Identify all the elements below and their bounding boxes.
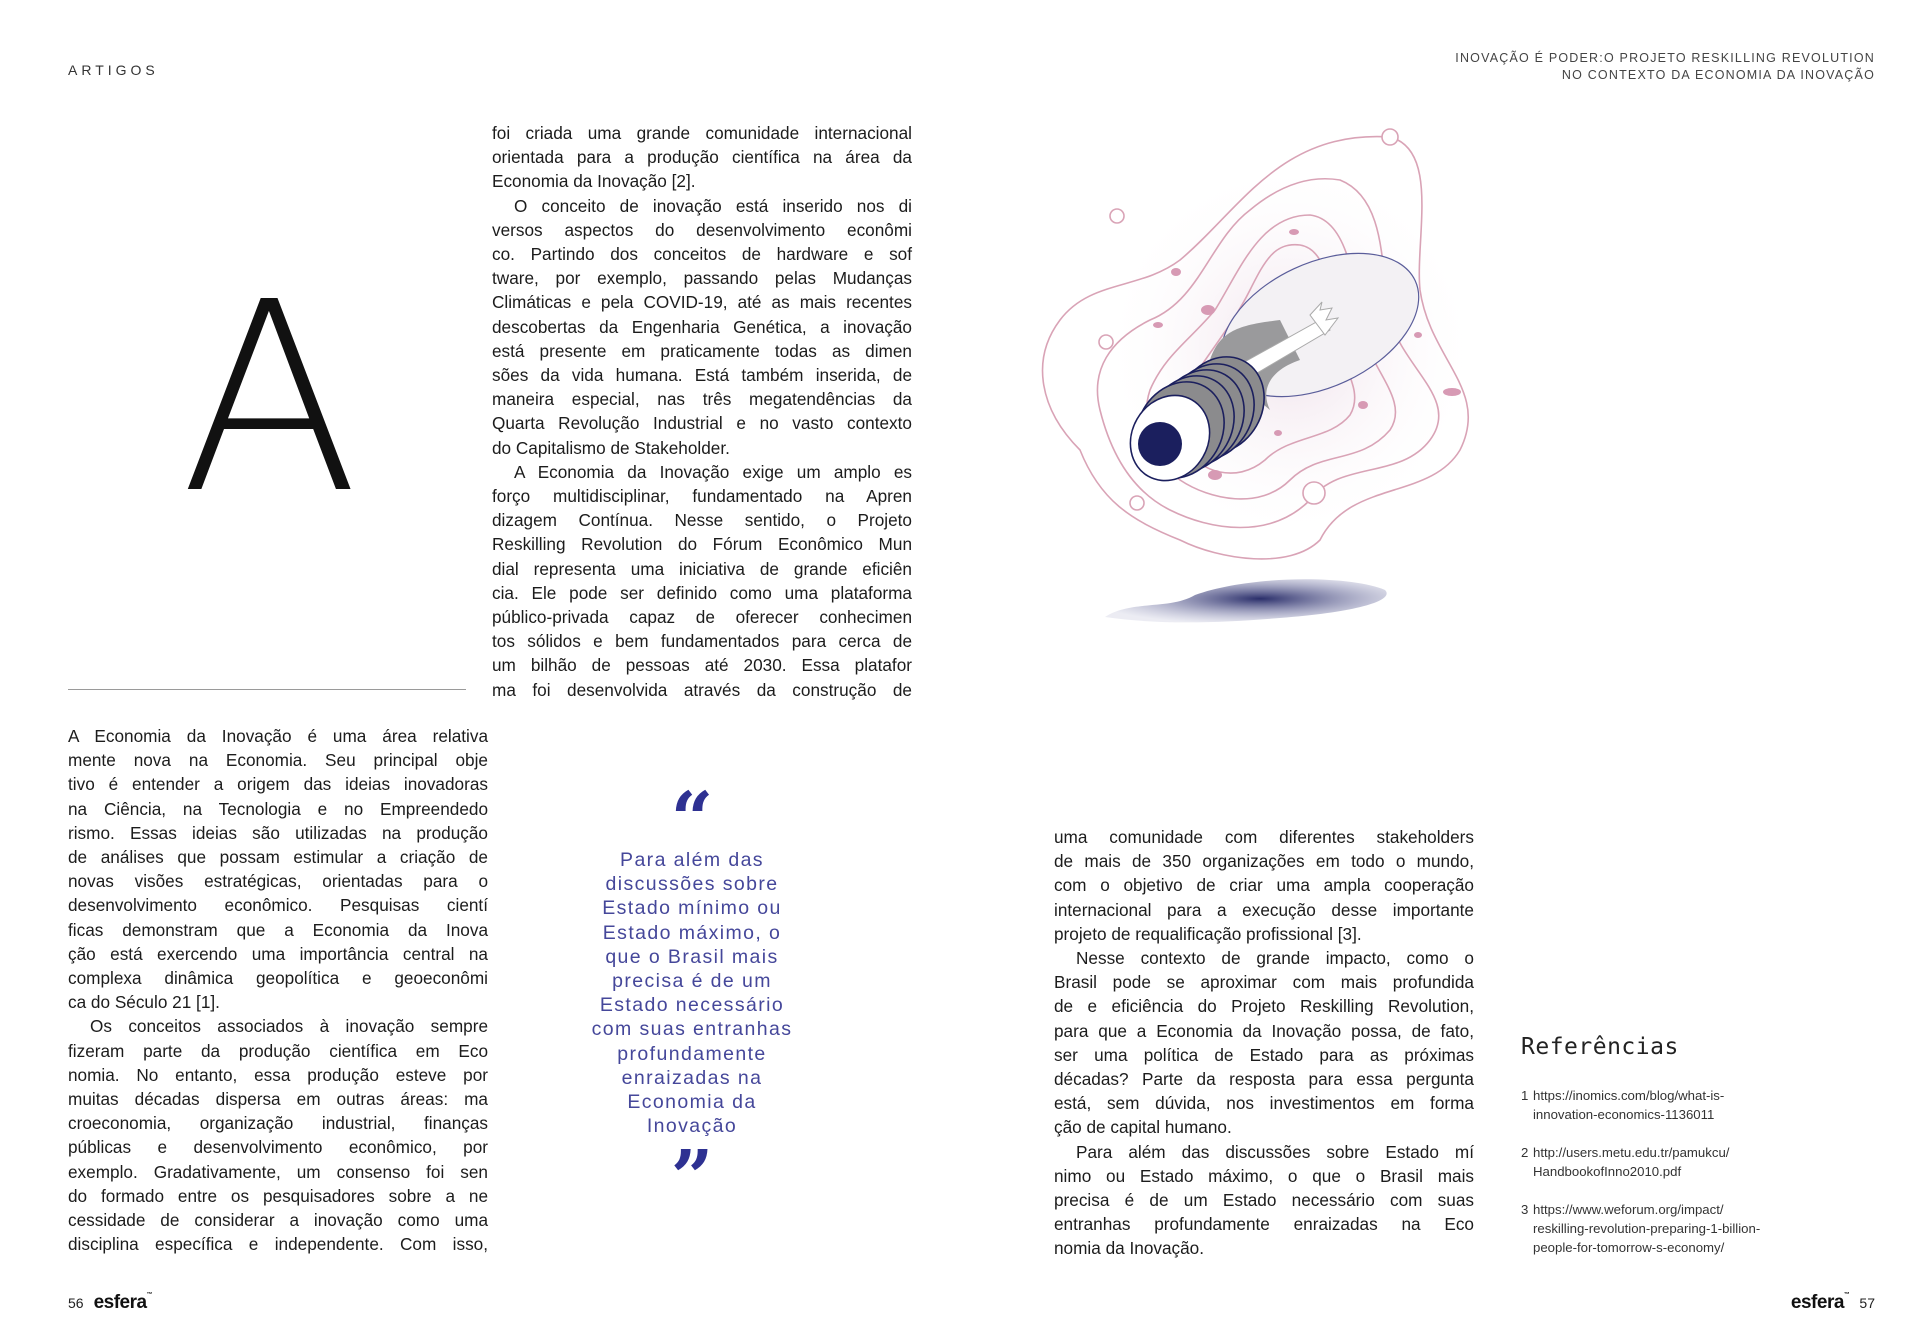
- text-line: décadas? Parte da resposta para essa pergunta: [1054, 1069, 1474, 1090]
- text-line: está, sem dúvida, nos investimentos em forma: [1054, 1093, 1474, 1114]
- pull-quote-line: discussões sobre: [605, 873, 779, 896]
- running-title-line: INOVAÇÃO É PODER:O PROJETO RESKILLING REVOLUTION: [1455, 51, 1875, 65]
- text-line: A Economia da Inovação é uma área relativa: [68, 726, 488, 746]
- text-line: uma comunidade com diferentes stakeholders: [1054, 827, 1474, 847]
- text-line: A Economia da Inovação exige um amplo es: [514, 461, 912, 482]
- text-line: novas visões estratégicas, orientadas para o: [68, 871, 488, 892]
- running-title: [1455, 50, 1875, 84]
- text-line: precisa é de um Estado necessário com suas: [1054, 1190, 1474, 1211]
- footer-right: [1791, 1292, 1875, 1314]
- text-line: Quarta Revolução Industrial e no vasto contexto: [492, 413, 912, 434]
- logo-text: esfera: [93, 1292, 147, 1313]
- article-column-3: [1054, 825, 1474, 1261]
- footer-left: [68, 1292, 152, 1314]
- reference-link-line[interactable]: HandbookofInno2010.pdf: [1533, 1164, 1682, 1179]
- text-line: nomia. No entanto, essa produção esteve por: [68, 1064, 488, 1085]
- page-number: 57: [1859, 1295, 1875, 1311]
- article-column-1: [68, 724, 488, 1256]
- text-line: exemplo. Gradativamente, um consenso foi sen: [68, 1161, 488, 1182]
- paragraph: [492, 121, 912, 194]
- esfera-logo: esfera™: [93, 1292, 153, 1313]
- text-line: co. Partindo dos conceitos de hardware e sof: [492, 244, 912, 265]
- text-line: versos aspectos do desenvolvimento econômi: [492, 219, 912, 240]
- text-line: croeconomia, organização industrial, finanças: [68, 1113, 488, 1134]
- text-line: para que a Economia da Inovação possa, de fato,: [1054, 1020, 1474, 1041]
- pull-quote-line: que o Brasil mais: [605, 945, 779, 968]
- text-line: dizagem Contínua. Nesse sentido, o Projeto: [492, 510, 912, 531]
- text-line: Climáticas e pela COVID-19, até as mais recentes: [492, 292, 912, 313]
- text-line: cessidade de considerar a inovação como uma: [68, 1210, 488, 1231]
- text-line: internacional para a execução desse importante: [1054, 899, 1474, 920]
- text-line: na Ciência, na Tecnologia e no Empreendedo: [68, 798, 488, 819]
- pull-quote-line: com suas entranhas: [591, 1018, 793, 1041]
- text-line: ficas demonstram que a Economia da Inova: [68, 919, 488, 940]
- logo-text: esfera: [1790, 1292, 1844, 1313]
- paragraph: [68, 724, 488, 1014]
- reference-item: [1521, 1143, 1881, 1181]
- reference-item: [1521, 1200, 1881, 1257]
- pull-quote-line: Estado necessário: [599, 994, 785, 1017]
- reference-link-line[interactable]: people-for-tomorrow-s-economy/: [1533, 1240, 1725, 1255]
- bulb-contact: [1138, 422, 1182, 466]
- text-line: com o objetivo de criar uma ampla cooperação: [1054, 875, 1474, 896]
- pull-quote-line: Para além das: [620, 849, 764, 871]
- text-line: Para além das discussões sobre Estado mí: [1076, 1141, 1474, 1162]
- reference-number: 2: [1521, 1145, 1529, 1160]
- text-line: rismo. Essas ideias são utilizadas na produção: [68, 822, 488, 843]
- text-line: do formado entre os pesquisadores sobre a ne: [68, 1185, 488, 1206]
- reference-link-line[interactable]: innovation-economics-1136011: [1533, 1107, 1715, 1122]
- reference-item: [1521, 1086, 1881, 1124]
- text-line: cia. Ele pode ser definido como uma plataforma: [492, 582, 912, 603]
- reference-link[interactable]: [1533, 1143, 1729, 1181]
- text-line: ção está exercendo uma importância central na: [68, 943, 488, 964]
- text-line: tware, por exemplo, passando pelas Mudanças: [492, 268, 912, 289]
- shadow: [1105, 579, 1387, 622]
- reference-link[interactable]: [1533, 1200, 1760, 1257]
- paragraph: [1054, 825, 1474, 946]
- text-line: descobertas da Engenharia Genética, a inovação: [492, 316, 912, 337]
- text-line: ção de capital humano.: [1054, 1117, 1232, 1138]
- close-quote-icon: ”: [670, 1135, 714, 1222]
- text-line: públicas e desenvolvimento econômico, por: [68, 1137, 488, 1158]
- references-title: Referências: [1521, 1034, 1679, 1060]
- text-line: ser uma política de Estado para as próximas: [1054, 1044, 1474, 1065]
- text-line: um bilhão de pessoas até 2030. Essa platafor: [492, 655, 912, 676]
- references: [1521, 1034, 1881, 1276]
- text-line: Os conceitos associados à inovação sempre: [90, 1016, 488, 1037]
- open-quote-icon: “: [670, 777, 714, 863]
- paragraph: [1054, 1140, 1474, 1261]
- paragraph: [492, 194, 912, 460]
- reference-link[interactable]: [1533, 1086, 1724, 1124]
- page-number: 56: [68, 1295, 84, 1311]
- reference-link-line[interactable]: https://www.weforum.org/impact/: [1533, 1202, 1724, 1217]
- paragraph: [492, 460, 912, 702]
- text-line: nimo ou Estado máximo, o que o Brasil mais: [1054, 1165, 1474, 1186]
- text-line: disciplina específica e independente. Com isso,: [68, 1234, 488, 1255]
- text-line: fizeram parte da produção científica em Eco: [68, 1040, 488, 1061]
- text-line: Nesse contexto de grande impacto, como o: [1076, 948, 1474, 969]
- text-line: de mais de 350 organizações em todo o mundo,: [1054, 851, 1474, 872]
- paragraph: [68, 1014, 488, 1256]
- text-line: Brasil pode se aproximar com mais profundida: [1054, 972, 1474, 993]
- text-line: orientada para a produção científica na área da: [492, 147, 912, 168]
- text-line: mente nova na Economia. Seu principal obje: [68, 750, 488, 771]
- pull-quote-line: Inovação: [646, 1115, 738, 1138]
- pull-quote-text: [570, 848, 814, 1138]
- pull-quote-line: enraizadas na: [621, 1066, 763, 1089]
- text-line: foi criada uma grande comunidade internacional: [492, 123, 912, 143]
- pull-quote-line: Economia da: [627, 1091, 757, 1114]
- drop-cap: A: [180, 246, 360, 551]
- text-line: de e eficiência do Projeto Reskilling Revolution,: [1054, 996, 1474, 1017]
- text-line: dial representa uma iniciativa de grande eficiên: [492, 558, 912, 579]
- text-line: projeto de requalificação profissional [3].: [1054, 923, 1362, 944]
- text-line: do Capitalismo de Stakeholder.: [492, 437, 730, 458]
- text-line: está presente em praticamente todas as dimen: [492, 340, 912, 361]
- text-line: desenvolvimento econômico. Pesquisas cientí: [68, 895, 488, 916]
- reference-link-line[interactable]: http://users.metu.edu.tr/pamukcu/: [1533, 1145, 1730, 1160]
- text-line: de análises que possam estimular a criação de: [68, 847, 488, 868]
- pull-quote-line: Estado máximo, o: [602, 921, 782, 944]
- pull-quote-line: precisa é de um: [612, 970, 772, 993]
- reference-number: 3: [1521, 1202, 1529, 1217]
- text-line: O conceito de inovação está inserido nos di: [514, 195, 912, 216]
- pull-quote: [570, 777, 814, 1222]
- text-line: maneira especial, nas três megatendências da: [492, 389, 912, 410]
- text-line: forço multidisciplinar, fundamentado na Apren: [492, 486, 912, 507]
- lightbulb-illustration: [1020, 120, 1560, 800]
- text-line: nomia da Inovação.: [1054, 1238, 1205, 1259]
- pull-quote-line: profundamente: [617, 1042, 767, 1065]
- text-line: público-privada capaz de oferecer conhecimen: [492, 607, 912, 628]
- text-line: Economia da Inovação [2].: [492, 171, 696, 192]
- reference-link-line[interactable]: https://inomics.com/blog/what-is-: [1533, 1088, 1725, 1103]
- esfera-logo: esfera™: [1790, 1292, 1850, 1313]
- pull-quote-line: Estado mínimo ou: [602, 897, 782, 920]
- text-line: complexa dinâmica geopolítica e geoeconômi: [68, 968, 488, 989]
- reference-link-line[interactable]: reskilling-revolution-preparing-1-billion-: [1533, 1221, 1761, 1236]
- text-line: sões da vida humana. Está também inserida, de: [492, 365, 912, 386]
- running-title-line: NO CONTEXTO DA ECONOMIA DA INOVAÇÃO: [1561, 68, 1875, 82]
- text-line: tivo é entender a origem das ideias inovadoras: [68, 774, 488, 795]
- text-line: ma foi desenvolvida através da construção de: [492, 679, 912, 700]
- text-line: Reskilling Revolution do Fórum Econômico Mun: [492, 534, 912, 555]
- text-line: muitas décadas dispersa em outras áreas: ma: [68, 1089, 488, 1110]
- text-line: entranhas profundamente enraizadas na Eco: [1054, 1214, 1474, 1235]
- paragraph: [1054, 946, 1474, 1140]
- section-label: ARTIGOS: [68, 62, 159, 78]
- divider: [68, 689, 466, 690]
- text-line: ca do Século 21 [1].: [68, 992, 220, 1013]
- text-line: tos sólidos e bem fundamentados para cerca de: [492, 631, 912, 652]
- article-column-2: [492, 121, 912, 702]
- reference-number: 1: [1521, 1088, 1529, 1103]
